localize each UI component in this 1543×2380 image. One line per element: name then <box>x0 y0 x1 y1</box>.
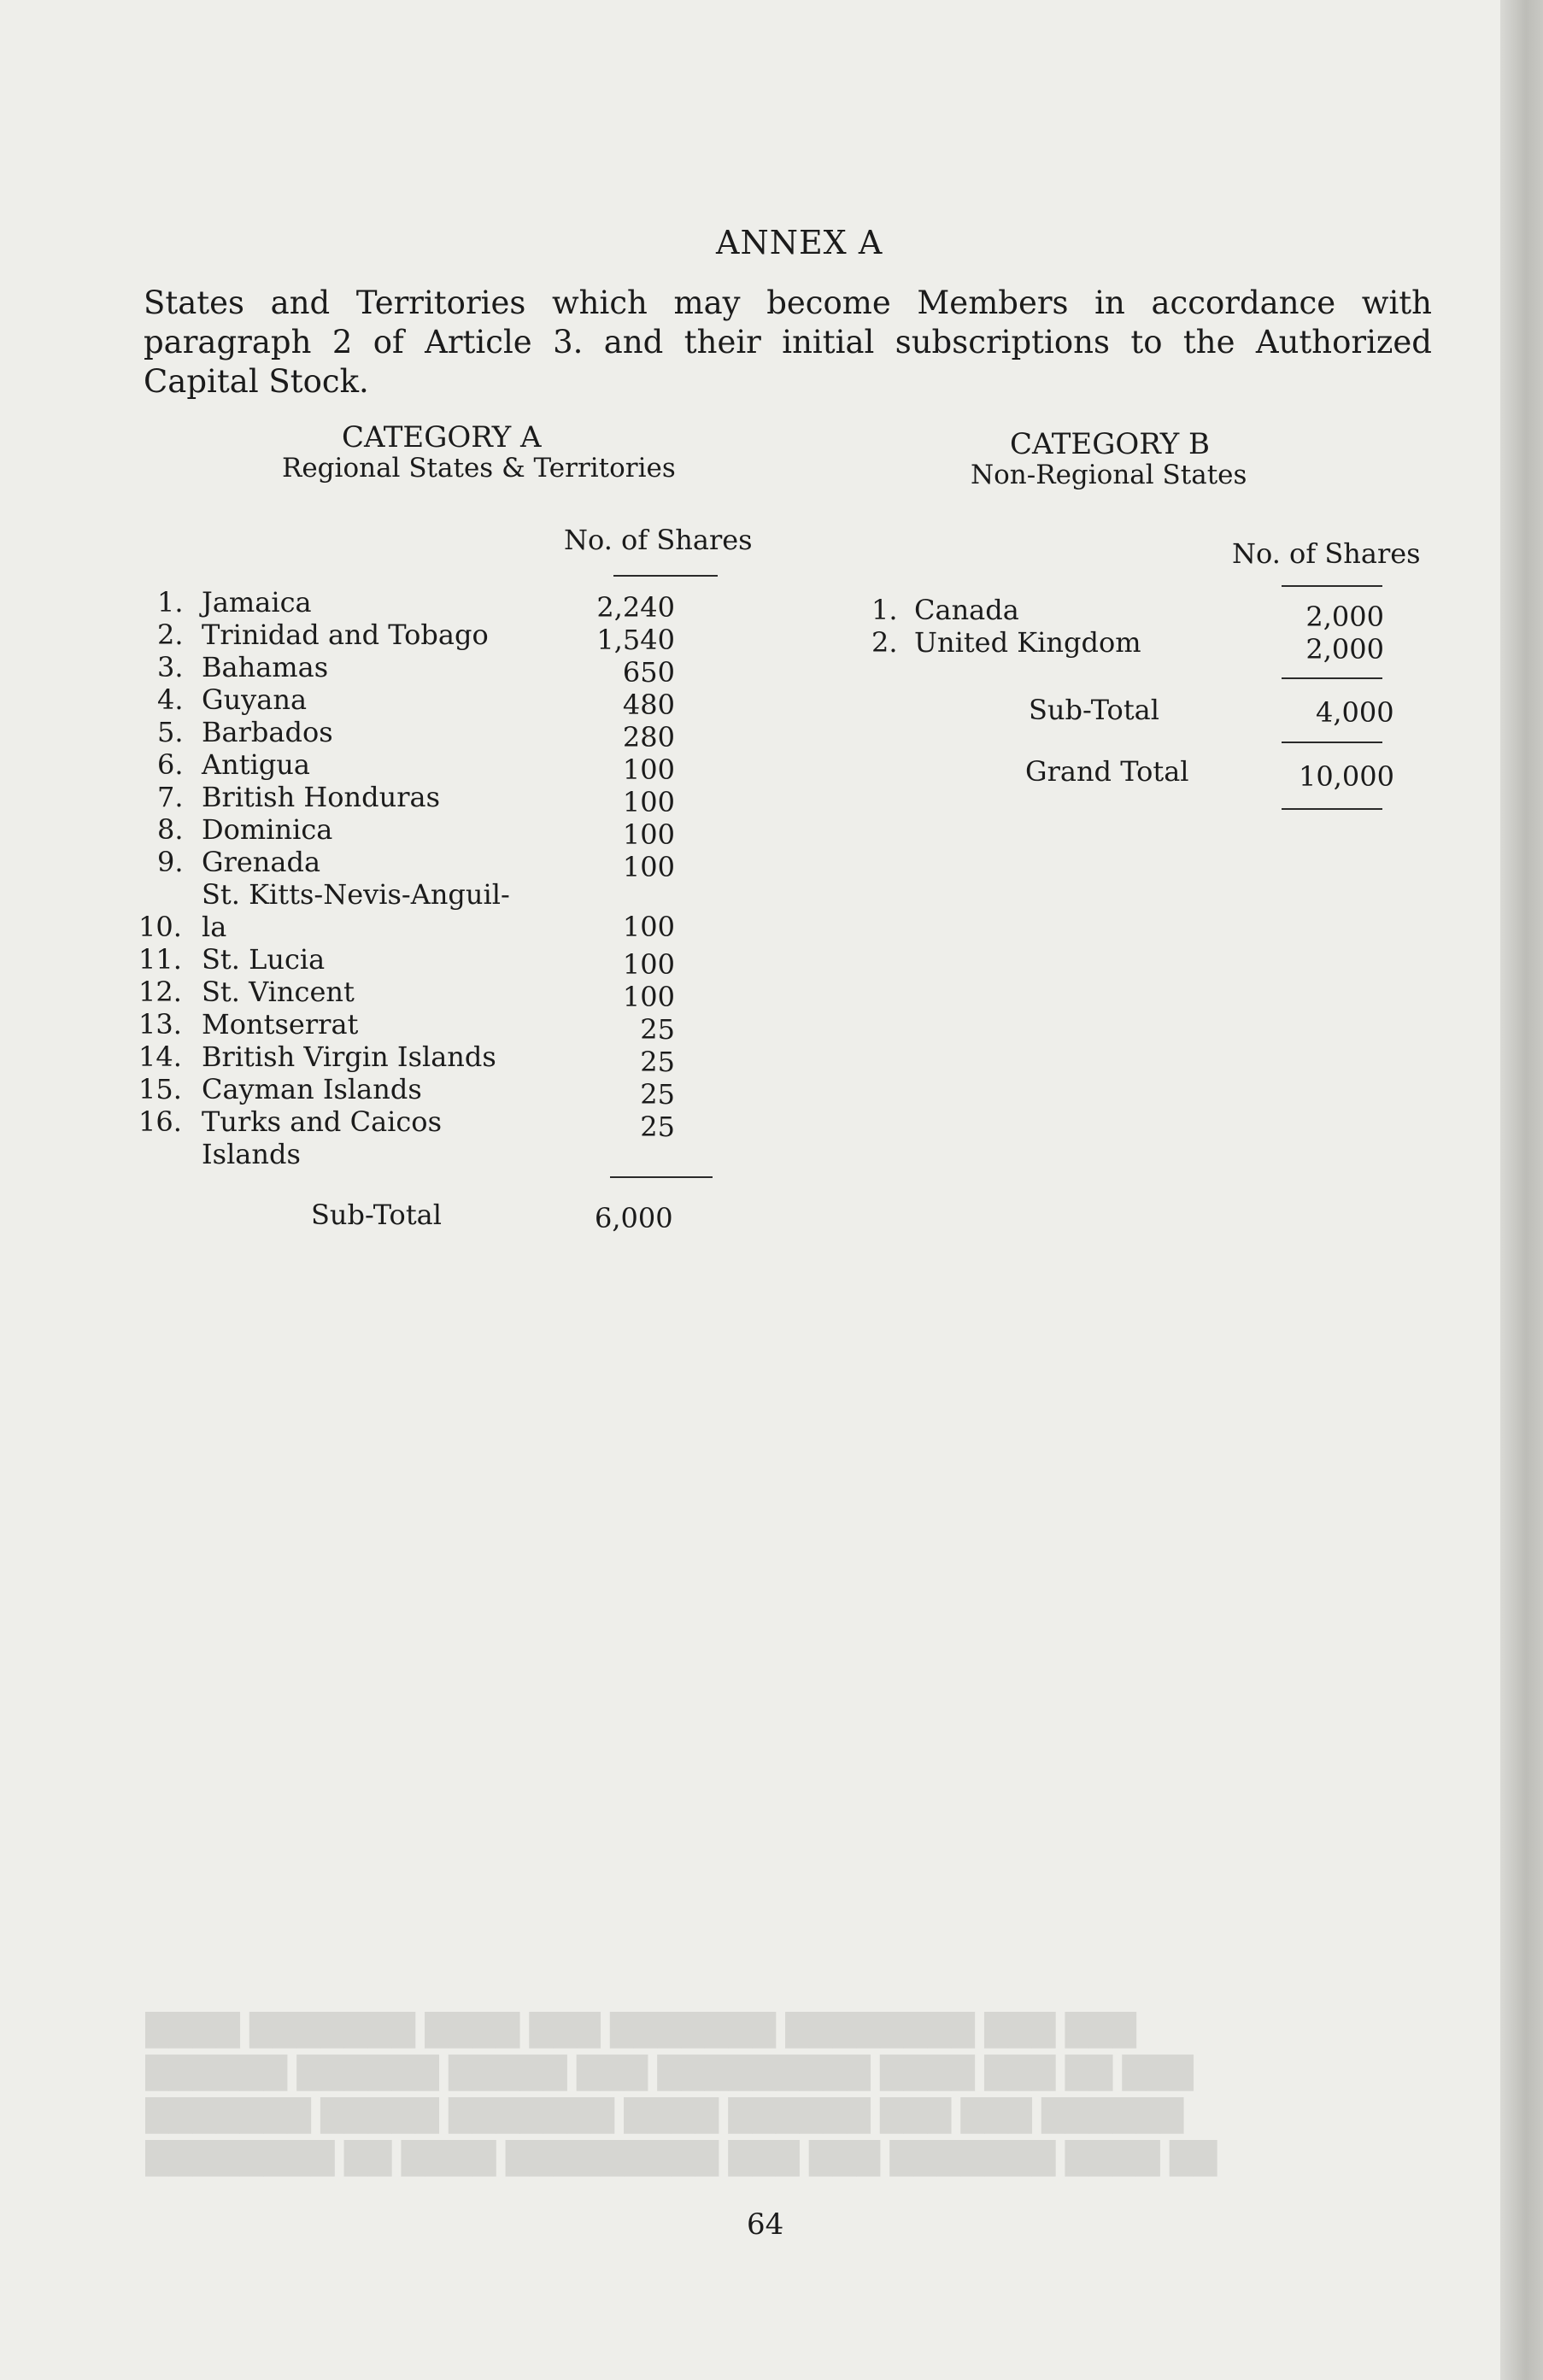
annex-intro: States and Territories which may become Members in accordance with paragraph 2 of Article 3. and their initial subscriptions to the Authorized Capital Stock. <box>144 284 1432 400</box>
category-b-row-shares: 2,000 <box>1305 633 1384 665</box>
category-a-row-number: 7. <box>157 781 184 813</box>
category-a-row-shares: 100 <box>622 753 675 786</box>
category-a-subtotal-rule <box>610 1176 713 1178</box>
category-a-row-number: 1. <box>157 586 184 618</box>
category-a-row-name: Antigua <box>202 748 310 781</box>
category-b-grandtotal-rule <box>1282 808 1382 810</box>
category-a-row-number: 14. <box>138 1041 182 1073</box>
category-a-row-name: British Honduras <box>202 781 441 813</box>
category-b-subtotal-label: Sub-Total <box>1029 694 1159 726</box>
category-a-row-shares: 100 <box>622 981 675 1013</box>
category-a-row-number: 6. <box>157 748 184 781</box>
category-a-row-number: 15. <box>138 1073 182 1105</box>
category-a-row-name-continued: Islands <box>202 1138 301 1170</box>
category-a-row-name: Jamaica <box>202 586 312 618</box>
category-a-column-header: No. of Shares <box>564 524 753 556</box>
category-b-subtotal-value: 4,000 <box>1316 696 1394 729</box>
category-b-subheading: Non-Regional States <box>971 460 1247 490</box>
category-b-row-name: United Kingdom <box>914 626 1141 659</box>
category-a-row-number: 11. <box>138 943 182 976</box>
category-b-heading: CATEGORY B <box>1010 427 1211 461</box>
annex-title: ANNEX A <box>716 224 883 261</box>
category-a-heading: CATEGORY A <box>342 420 542 454</box>
category-a-row-shares: 25 <box>640 1078 675 1111</box>
category-a-row-number: 8. <box>157 813 184 846</box>
category-b-row-name: Canada <box>914 594 1019 626</box>
category-a-row-name: Barbados <box>202 716 333 748</box>
category-a-row-name: British Virgin Islands <box>202 1041 496 1073</box>
category-a-row-number: 4. <box>157 683 184 716</box>
category-a-subtotal-label: Sub-Total <box>311 1199 442 1231</box>
category-a-row-number: 9. <box>157 846 184 878</box>
category-a-row-shares: 100 <box>622 786 675 818</box>
category-a-row-shares: 100 <box>622 851 675 883</box>
category-a-row-shares: 25 <box>640 1046 675 1078</box>
category-a-row-shares: 650 <box>622 656 675 689</box>
category-b-header-rule <box>1282 585 1382 587</box>
category-a-row-name: St. Vincent <box>202 976 355 1008</box>
category-a-row-name: Bahamas <box>202 651 329 683</box>
category-a-row-number: 13. <box>138 1008 182 1041</box>
category-a-row-name: Dominica <box>202 813 333 846</box>
category-a-header-rule <box>613 575 718 577</box>
category-b-rows-rule <box>1282 677 1382 679</box>
category-a-row-shares: 100 <box>622 911 675 943</box>
category-b-subtotal-rule <box>1282 742 1382 743</box>
category-a-row-name: Guyana <box>202 683 308 716</box>
category-a-row-shares: 100 <box>622 948 675 981</box>
category-a-row-shares: 2,240 <box>596 591 675 624</box>
category-b-grandtotal-label: Grand Total <box>1025 755 1189 788</box>
category-a-row-name: Grenada <box>202 846 321 878</box>
category-a-row-number: 16. <box>138 1105 182 1138</box>
page-number: 64 <box>747 2207 784 2242</box>
category-b-row-shares: 2,000 <box>1305 601 1384 633</box>
page-edge <box>1500 0 1543 2380</box>
category-a-subtotal-value: 6,000 <box>595 1202 673 1234</box>
category-a-row-shares: 1,540 <box>596 624 675 656</box>
category-b-column-header: No. of Shares <box>1232 537 1421 570</box>
category-a-row-shares: 480 <box>622 689 675 721</box>
category-a-row-name: St. Kitts-Nevis-Anguil- <box>202 878 510 911</box>
category-a-row-name: Cayman Islands <box>202 1073 422 1105</box>
category-a-row-number: 3. <box>157 651 184 683</box>
category-a-row-name: St. Lucia <box>202 943 326 976</box>
category-a-row-name: Montserrat <box>202 1008 359 1041</box>
category-a-row-shares: 25 <box>640 1013 675 1046</box>
category-a-row-shares: 25 <box>640 1111 675 1143</box>
category-a-row-shares: 280 <box>622 721 675 753</box>
category-a-row-number: 2. <box>157 618 184 651</box>
category-b-row-number: 1. <box>871 594 898 626</box>
category-a-row-number: 12. <box>138 976 182 1008</box>
category-b-grandtotal-value: 10,000 <box>1299 760 1394 793</box>
category-a-row-name: Turks and Caicos <box>202 1105 442 1138</box>
category-a-row-number: 10. <box>138 911 182 943</box>
bleed-through-text: ████████ ██ ████ █████████ ███ ███ ███████ ████ ██ ███████ █████ ███████ ████ ██████ ███ ███ ██████ ██████ ██████ █████ ███ █████████ ████ ███ ██ ███ ████ ███████ ████ ███ ███████ ████████ ███ ███ <box>145 2012 1217 2175</box>
category-b-row-number: 2. <box>871 626 898 659</box>
category-a-subheading: Regional States & Territories <box>282 453 676 484</box>
category-a-row-name: Trinidad and Tobago <box>202 618 489 651</box>
category-a-row-name-continued: la <box>202 911 227 943</box>
category-a-row-shares: 100 <box>622 818 675 851</box>
category-a-row-number: 5. <box>157 716 184 748</box>
